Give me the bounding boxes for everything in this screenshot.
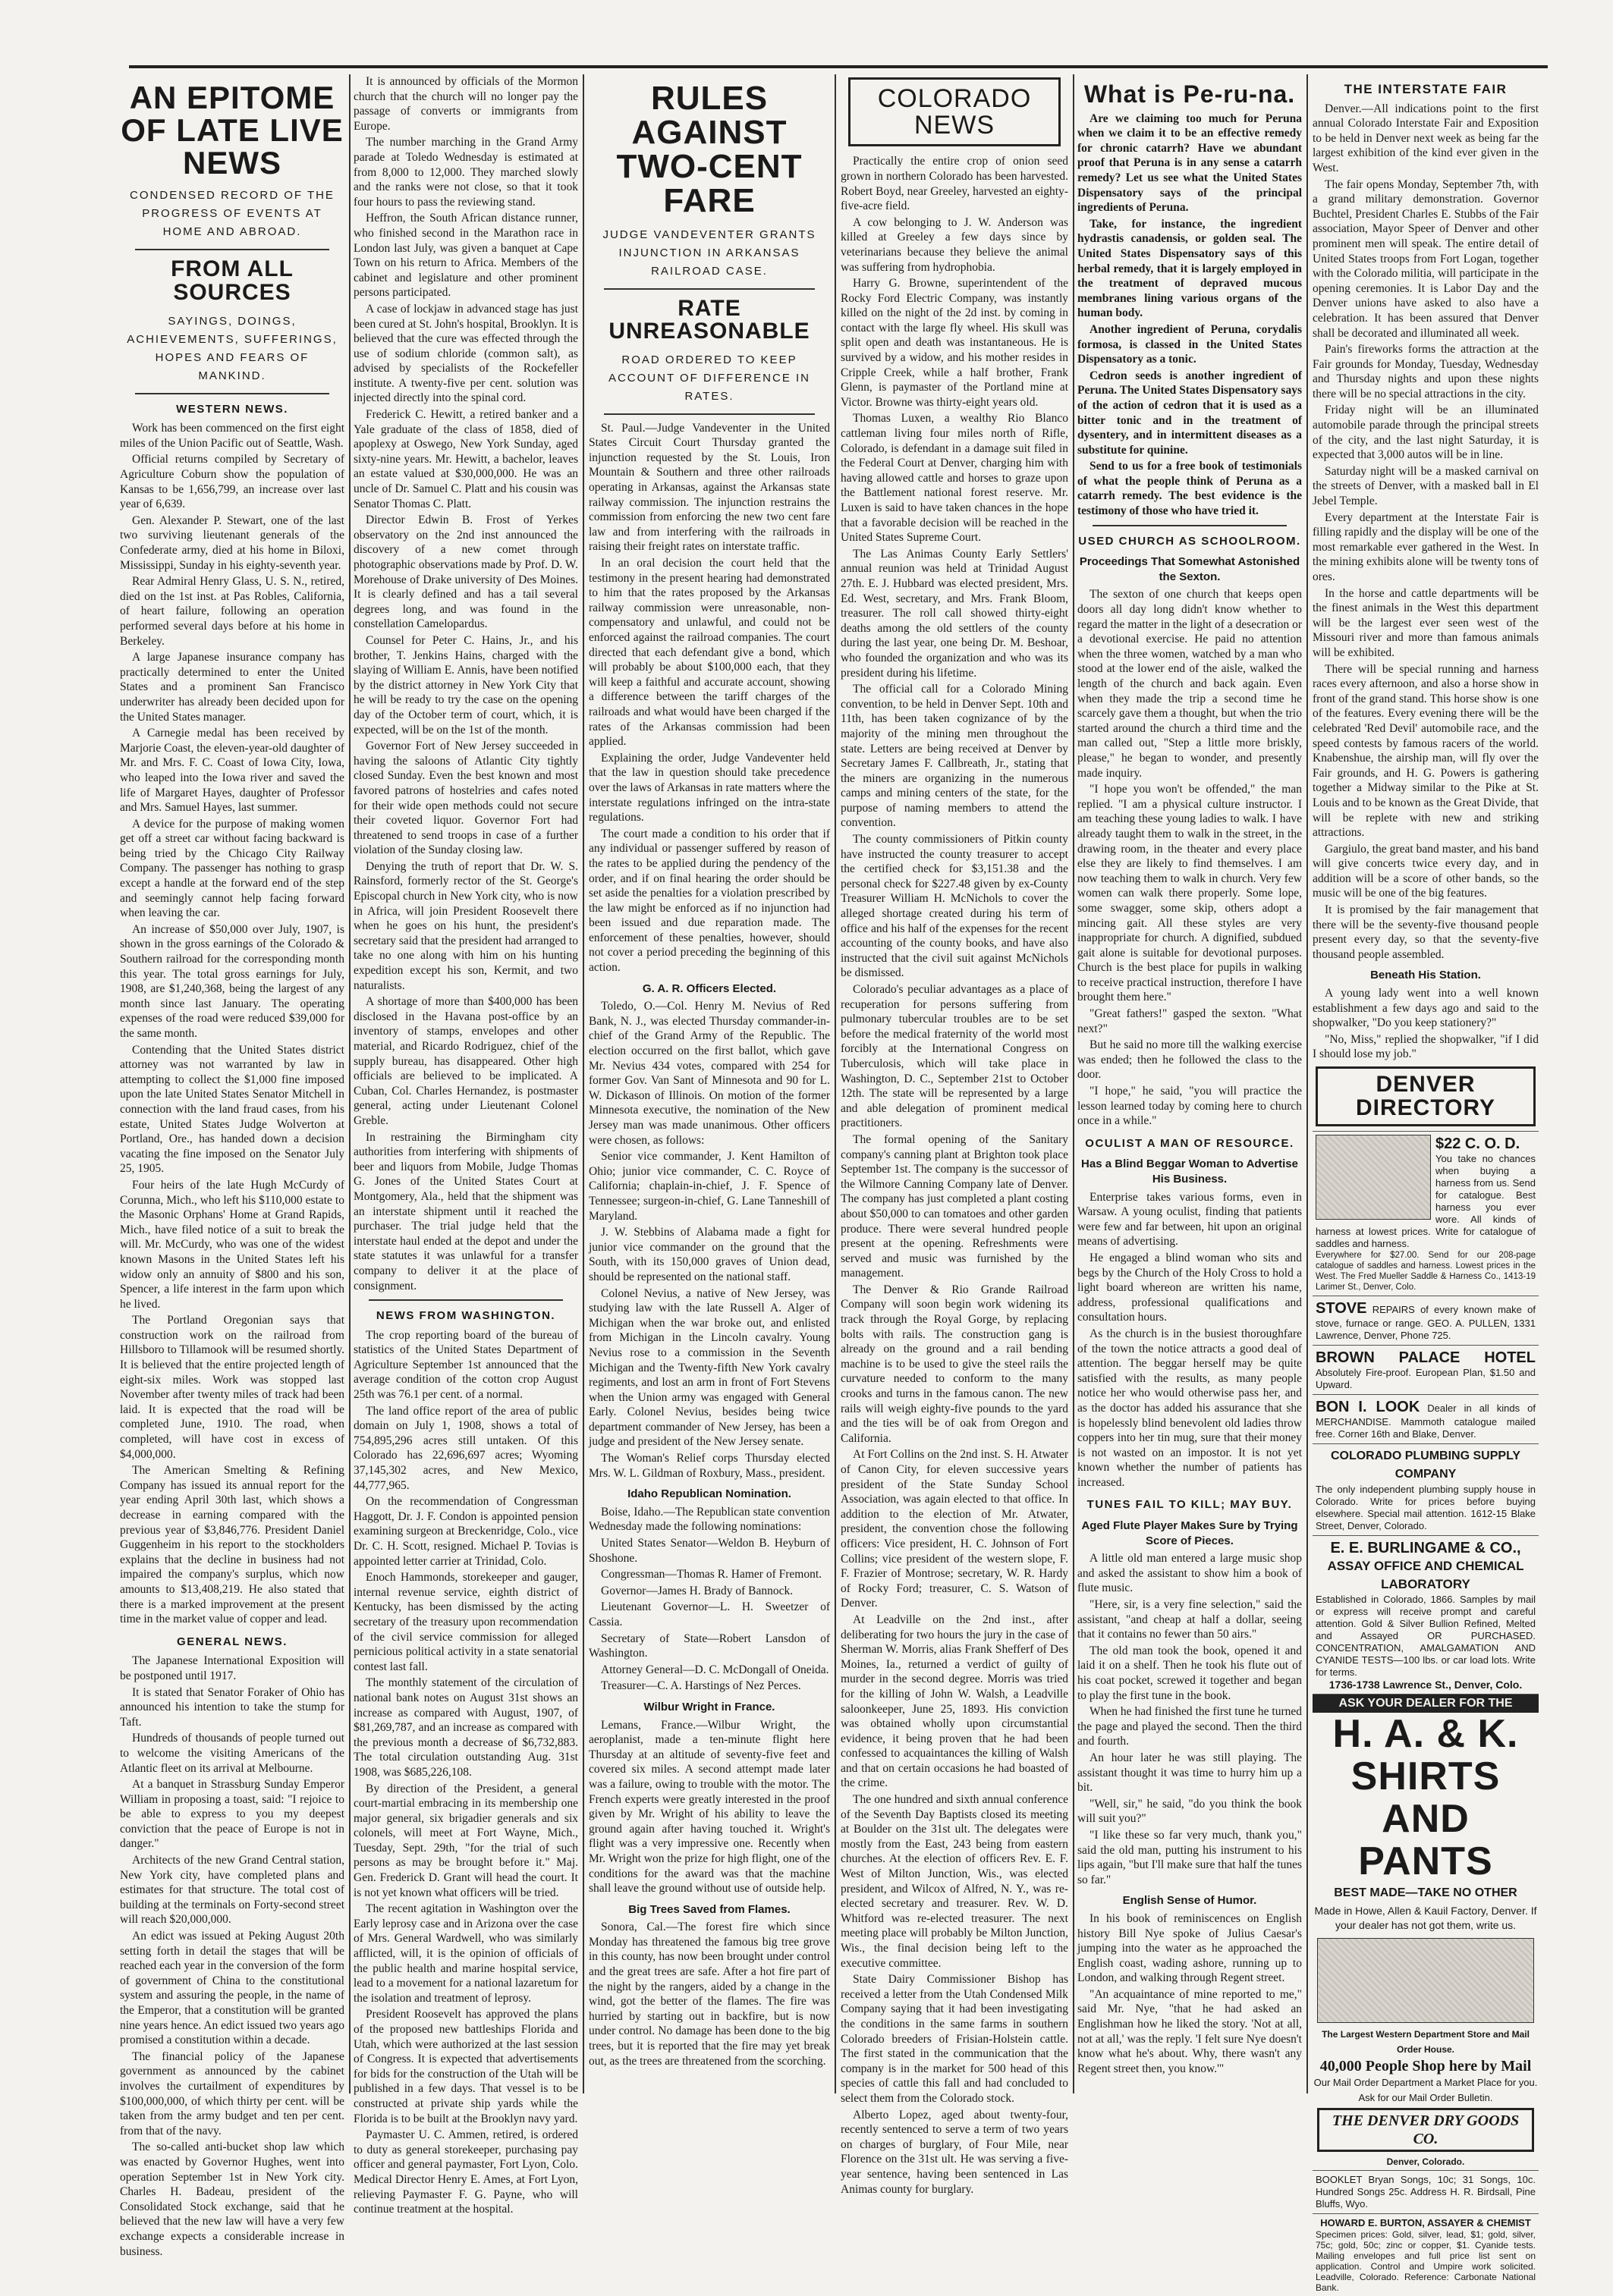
article-paragraph: Secretary of State—Robert Lansdon of Washington. <box>589 1632 830 1660</box>
article-paragraph: A device for the purpose of making women get off a street car without facing backward is being tried by the Chicago City Railway Company. The passenger has nothing to grasp except a handle at the forward end of the step and seemingly cannot help facing forward when leaving the car. <box>120 817 344 920</box>
booklet-ad: BOOKLET Bryan Songs, 10c; 31 Songs, 10c. Hundred Songs 25c. Address H. R. Birdsall, Pine Bluffs, Wyo. <box>1313 2170 1539 2213</box>
article-paragraph: Colonel Nevius, a native of New Jersey, was studying law with the late Russell A. Alger of Michigan when the war broke out, and enlisted from Michigan in the Lincoln cavalry. Young Nevius rose to a commission in the Seventh Michigan and the Twenty-fifth New York cavalry regiments, and lost an arm in front of Fort Stevens when the Union army was engaged with General Early. Colonel Nevius, besides being twice department commander of New Jersey, has been a judge and president of the New Jersey senate. <box>589 1286 830 1449</box>
assay-title: E. E. BURLINGAME & CO., <box>1330 1540 1521 1557</box>
article-paragraph: Sonora, Cal.—The forest fire which since Monday has threatened the famous big tree grove in this county, has now been brought under control and the great trees are safe. After a hot fire part of the night by the rangers, aided by a change in the wind, got the better of the flames. The fire was hurried by starting out in backfire, but is now under control. No damage has been done to the big trees, but it is reported that the fire may yet break out, as the trees are threatened from the scorching. <box>589 1921 830 2068</box>
peruna-body <box>1077 112 1302 519</box>
article-paragraph: Attorney General—D. C. McDongall of Oneida. <box>601 1663 829 1676</box>
article-paragraph: "I hope you won't be offended," the man replied. "I am a physical culture instructor. I am teaching these young ladies to walk. I have already taught them to walk in the street, in the drawing room, in the theater and every place else they are likely to find themselves. I am now teaching them to walk in church. Very few women can walk there properly. Some lope, some swagger, some skip, others adopt a mincing gait. All these styles are very inappropriate for church. A dignified, subdued gait alone is suitable for devotional purposes. Church is the best place for pupils in walking to receive practical instruction, therefore I have brought them here." <box>1077 783 1302 1004</box>
article-paragraph: Boise, Idaho.—The Republican state convention Wednesday made the following nominations: <box>589 1505 830 1534</box>
article-paragraph: Harry G. Browne, superintendent of the Rocky Ford Electric Company, was instantly killed on the night of the 2d inst. by coming in contact with the large fly wheel. His skull was split open and death was instantaneous. He is survived by a widow, and his mother resides in Cripple Creek, while a half brother, Frank Glenn, is paymaster of the Portland mine at Victor. Browne was thirty-eight years old. <box>841 277 1068 409</box>
divider <box>135 249 329 250</box>
article-paragraph: Heffron, the South African distance runner, who finished second in the Marathon race in London last July, was given a banquet at Cape Town on his return to Africa. Members of the cabinet and legislature and other prominent persons participated. <box>354 212 578 300</box>
article-paragraph: Cedron seeds is another ingredient of Peruna. The United States Dispensatory says of the action of cedron that it is used as a bitter tonic and in the treatment of dysentery, and in intermittent diseases as a substitute for quinine. <box>1077 369 1302 457</box>
article-paragraph: Send to us for a free book of testimonials of what the people think of Peruna as a catarrh remedy. The best evidence is the testimony of those who have tried it. <box>1077 460 1302 518</box>
article-paragraph: The Las Animas County Early Settlers' annual reunion was held at Trinidad August 27th. E. J. Hubbard was elected president, Mrs. Ed. West, secretary, and Mrs. Frank Bloom, treasurer. The roll call showed thirty-eight deaths among the old settlers of the county during the last year, one being Dr. M. Beshoar, who founded the organization and who was its president during his lifetime. <box>841 547 1068 680</box>
article-paragraph: Take, for instance, the ingredient hydrastis canadensis, or golden seal. The United States Dispensatory says of this herbal remedy, that it is largely employed in the treatment of depraved mucous membranes lining various organs of the human body. <box>1077 217 1302 320</box>
headline-peruna: What is Pe-ru-na. <box>1083 80 1296 108</box>
article-paragraph: Counsel for Peter C. Hains, Jr., and his brother, T. Jenkins Hains, charged with the slaying of William E. Annis, have been notified by the district attorney in New York City that he will be ready to try the case on the opening day of the October term of court, which, it is expected, will be on the 1st of the month. <box>354 633 578 737</box>
article-paragraph: Contending that the United States district attorney was not warranted by law in attempting to collect the $1,000 fine imposed upon the late United States Senator Mitchell in connection with the land fraud cases, from his estate, United States Judge Wolverton at Portland, Ore., has handed down a decision vacating the fine imposed on the Senator July 25, 1905. <box>120 1043 344 1176</box>
shirts-sub: BEST MADE—TAKE NO OTHER <box>1334 1886 1517 1900</box>
article-paragraph: "I like these so far very much, thank you," said the old man, putting his instrument to his lips again, "but I'll make sure that half the tunes so far." <box>1077 1828 1302 1886</box>
subhead-sexton: Proceedings That Somewhat Astonished the Sexton. <box>1079 555 1300 583</box>
article-paragraph: Gargiulo, the great band master, and his band will give concerts twice every day, and in addition will be a score of other bands, so the music will be one of the big features. <box>1313 842 1539 900</box>
article-paragraph: There will be special running and harness races every afternoon, and also a horse show in front of the grand stand. This horse show is one of the features. Every evening there will be the celebrated 'Red Devil' automobile race, and the speed contests by famous racers of the world. Knabenshue, the airship man, will fly over the Fair grounds, and H. G. Powers is gathering together a Midway similar to the Pike at St. Louis and to be known as the Great Divide, that will be replete with new and striking attractions. <box>1313 662 1539 840</box>
subhead-condensed: CONDENSED RECORD OF THE PROGRESS OF EVENTS AT HOME AND ABROAD. <box>130 189 335 239</box>
article-paragraph: At Leadville on the 2nd inst., after deliberating for two hours the jury in the case of Sherman W. Morris, alias Frank Shefferf of Des Moines, Ia., returned a verdict of guilty of murder in the second degree. Morris was tried for the killing of John W. Walsh, a Leadville saloonkeeper, June 25, 1893. His conviction was obtained wholly upon circumstantial evidence, it being proven that he had been confessed to acquaintances the killing of Walsh and that on certain occasions he had boasted of the crime. <box>841 1613 1068 1790</box>
article-paragraph: It is announced by officials of the Mormon church that the church will no longer pay the passage of converts or immigrants from Europe. <box>354 75 578 133</box>
fair-body <box>1313 102 1539 963</box>
article-paragraph: The county commissioners of Pitkin county have instructed the county treasurer to accept the certified check for $3,151.38 and the personal check for $227.48 given by ex-County Treasurer William H. McNichols to cover the alleged shortage created during his term of office and his half of the expenses for the recent accounting of the county books, and have also instructed that the civil suit against McNichols be dismissed. <box>841 833 1068 980</box>
column-divider <box>835 74 836 2093</box>
dry-goods-banner <box>1317 2108 1534 2152</box>
article-paragraph: The monthly statement of the circulation of national bank notes on August 31st shows an increase as compared with August, 1907, of $81,269,787, and an increase as compared with the previous month a decrease of $6,732,883. The total circulation outstanding Aug. 31st 1908, was $685,226,108. <box>354 1676 578 1779</box>
bon-look-title: BON I. LOOK <box>1316 1399 1420 1416</box>
article-paragraph: A Carnegie medal has been received by Marjorie Coast, the eleven-year-old daughter of Mr. and Mrs. F. C. Coast of Iowa City, Iowa, who leaped into the Iowa river and saved the life of Margaret Hayes, daughter of Professor and Mrs. Samuel Hayes, last summer. <box>120 727 344 815</box>
article-paragraph: The Japanese International Exposition will be postponed until 1917. <box>120 1654 344 1682</box>
column-3 <box>589 74 830 2093</box>
article-paragraph: The Portland Oregonian says that construction work on the railroad from Hillsboro to Tillamook will be resumed shortly. It is believed that the entire projected length of eight-six miles. Work was stopped last November after twenty miles of track had been laid. It is expected that the road will be completed June, 1910. The road, when completed, will have cost in excess of $4,000,000. <box>120 1314 344 1461</box>
headline-rate-unreasonable: RATE UNREASONABLE <box>608 295 810 344</box>
article-paragraph: Congressman—Thomas R. Hamer of Fremont. <box>601 1568 822 1581</box>
article-paragraph: The official call for a Colorado Mining convention, to be held in Denver Sept. 10th and 11th, has been taken cognizance of by the majority of the mining men throughout the state. Letters are being received at Denver by Secretary James F. Callbreath, Jr., stating that the miners are organizing in the numerous camps and mining centers of the state, for the purpose of naming members to attend the convention. <box>841 683 1068 830</box>
section-general-news: GENERAL NEWS. <box>177 1635 288 1648</box>
article-paragraph: Alberto Lopez, aged about twenty-four, recently sentenced to serve a term of two years on charges of burglary, of Four Mile, near Florence on the 31st ult. He was serving a five-year sentence, having been sentenced in Las Animas county for burglary. <box>841 2108 1068 2196</box>
article-paragraph: Practically the entire crop of onion seed grown in northern Colorado has been harvested. Robert Boyd, near Greeley, harvested an eighty-five-acre field. <box>841 155 1068 213</box>
head-english-humor: English Sense of Humor. <box>1122 1894 1257 1908</box>
column-divider <box>583 74 584 2093</box>
fare-article-body <box>589 421 830 975</box>
shirts-title: H. A. & K. SHIRTS AND PANTS <box>1332 1712 1519 1884</box>
article-paragraph: Work has been commenced on the first eight miles of the Union Pacific out of Seattle, Wash. <box>120 422 344 450</box>
article-paragraph: The court made a condition to his order that if any individual or passenger suffered by reason of the rates to be applied during the pendency of the order, and if on final hearing the order should be set aside the penalties for a violation prescribed by the law might be enforced as if no injunction had been issued and due reparation made. The enforcement of these penalties, however, should not cover a period preceding the beginning of this action. <box>589 827 830 975</box>
subhead-flute: Aged Flute Player Makes Sure by Trying Score of Pieces. <box>1081 1519 1298 1547</box>
headline-colorado-news: COLORADO NEWS <box>877 84 1032 140</box>
article-paragraph: Friday night will be an illuminated automobile parade through the principal streets of the city, and the last night Saturday, it is expected that 3,000 autos will be in line. <box>1313 404 1539 462</box>
brown-palace-title: BROWN PALACE HOTEL <box>1316 1349 1536 1367</box>
article-paragraph: Governor Fort of New Jersey succeeded in having the saloons of Atlantic City tightly closed Sunday. Even the best known and most favored patrons of hostelries and cafes noted for their wide open methods could not secure their coveted liquor. Governor Fort had threatened to send troops in case of a further violation of the Sunday closing law. <box>354 740 578 857</box>
harness-text: You take no chances when buying a harness from us. Send for catalogue. Best harness you ever wore. All kinds of harness at lowest prices. Write for catalogue of saddles and harness. <box>1316 1153 1536 1250</box>
divider <box>369 1299 563 1301</box>
article-paragraph: Architects of the new Grand Central station, New York city, have completed plans and estimates for that structure. The total cost of building at the terminals on Forty-second street will reach $20,000,000. <box>120 1854 344 1927</box>
article-paragraph: Pain's fireworks forms the attraction at the Fair grounds for Monday, Tuesday, Wednesday and Thursday nights and upon these nights there will be no special attractions in the city. <box>1313 343 1539 400</box>
column-2 <box>354 74 578 2216</box>
column-4 <box>841 74 1068 2196</box>
article-paragraph: Official returns compiled by Secretary of Agriculture Coburn show the population of Kansas to be 1,656,799, an increase over last year of 6,639. <box>120 453 344 511</box>
article-paragraph: At a banquet in Strassburg Sunday Emperor William in proposing a toast, said: "I rejoice to be able to express to you my deepest conviction that the peace of Europe is not in danger." <box>120 1778 344 1851</box>
article-paragraph: J. W. Stebbins of Alabama made a fight for junior vice commander on the ground that the South, with its 150,000 graves of Union dead, should be represented on the national staff. <box>589 1226 830 1283</box>
department-store-image <box>1317 1938 1534 2023</box>
article-paragraph: The recent agitation in Washington over the Early leprosy case and in Arizona over the case of Mrs. General Wardwell, who was similarly afflicted, will, it is the opinion of officials of the public health and marine hospital service, lead to a movement for a national lazaretum for the isolation and treatment of leprosy. <box>354 1902 578 2005</box>
wilbur-article-body <box>589 1718 830 1896</box>
colorado-news-banner <box>848 77 1061 146</box>
dry-goods-title: THE DENVER DRY GOODS CO. <box>1332 2112 1520 2148</box>
article-paragraph: Director Edwin B. Frost of Yerkes observatory on the 2nd inst announced the discovery of a new comet through photographic observations made by Prof. D. W. Morehouse of Drake university of Des Moines. It is clearly defined and has a tail several degrees long, and was found in the constellation Camelopardus. <box>354 514 578 631</box>
idaho-article-body <box>589 1505 830 1694</box>
assay-address: 1736-1738 Lawrence St., Denver, Colo. <box>1328 1679 1523 1691</box>
head-big-trees: Big Trees Saved from Flames. <box>628 1902 791 1916</box>
general-news-body <box>120 1654 344 2259</box>
horse-harness-image <box>1316 1135 1431 1220</box>
head-used-church: USED CHURCH AS SCHOOLROOM. <box>1078 534 1301 548</box>
article-paragraph: The formal opening of the Sanitary company's canning plant at Brighton took place September 1st. The company is the successor of the Wilmore Canning Company late of Denver. The company has just completed a plant costing about $50,000 to can tomatoes and other garden produce. There were several hundred people present at the opening. Refreshments were served and music was furnished by the management. <box>841 1132 1068 1280</box>
shirts-text: Made in Howe, Allen & Kauil Factory, Denver. If your dealer has not got them, write us. <box>1314 1904 1537 1932</box>
church-body <box>1077 587 1302 1128</box>
article-paragraph: An hour later he was still playing. The assistant thought it was time to hurry him up a bit. <box>1077 1751 1302 1795</box>
article-paragraph: But he said no more till the walking exercise was ended; then he followed the class to the door. <box>1077 1038 1302 1082</box>
article-paragraph: Enoch Hammonds, storekeeper and gauger, internal revenue service, eighth district of Kentucky, has been dismissed by the acting secretary of the treasury upon recommendation of the civil service commission for alleged pernicious political activity in a state senatorial contest last fall. <box>354 1571 578 1673</box>
article-paragraph: A little old man entered a large music shop and asked the assistant to show him a book of flute music. <box>1077 1552 1302 1595</box>
article-paragraph: Saturday night will be a masked carnival on the streets of Denver, with a masked ball in El Jebel Temple. <box>1313 464 1539 508</box>
article-paragraph: State Dairy Commissioner Bishop has received a letter from the Utah Condensed Milk Company saying that it had been investigating the conditions in the same farms in southern Colorado breeders of Frisian-Holstein cattle. The first stated in the communication that the company is in the market for 500 head of this species of cattle this fall and had concluded to select them from the Colorado stock. <box>841 1973 1068 2105</box>
subhead-beggar: Has a Blind Beggar Woman to Advertise His Business. <box>1081 1157 1298 1186</box>
divider <box>604 288 815 290</box>
article-paragraph: Governor—James H. Brady of Bannock. <box>601 1584 794 1597</box>
burton-title: HOWARD E. BURTON, ASSAYER & CHEMIST <box>1320 2216 1531 2228</box>
head-wilbur-wright: Wilbur Wright in France. <box>643 1700 775 1713</box>
headline-two-cent-fare: RULES AGAINST TWO-CENT FARE <box>616 80 803 219</box>
article-paragraph: In restraining the Birmingham city authorities from interfering with shipments of beer and liquors from Mobile, Judge Thomas G. Jones of the United States Court at Montgomery, Ala., held that the shipment was an interstate shipment until it reached the purchaser. The trial judge held that the interstate haul ended at the depot and under the state statutes it was unlawful for a transfer company to deliver it at the place of consignment. <box>354 1130 578 1292</box>
column-divider <box>1306 74 1308 2093</box>
article-paragraph: Frederick C. Hewitt, a retired banker and a Yale graduate of the class of 1858, died of apoplexy at Oswego, New York Sunday, aged sixty-nine years. Mr. Hewitt, a bachelor, leaves an estate valued at $30,000,000. He was an uncle of Dr. Samuel C. Platt and his cousin was Senator Thomas C. Platt. <box>354 408 578 510</box>
burton-ad <box>1313 2213 1539 2296</box>
article-paragraph: A large Japanese insurance company has practically determined to enter the United States and a prominent San Francisco underwriter has already been decided upon for the United States manager. <box>120 651 344 724</box>
article-paragraph: "I hope," he said, "you will practice the lesson learned today by coming here to church once in a while." <box>1077 1085 1302 1128</box>
headline-from-all-sources: FROM ALL SOURCES <box>171 256 294 306</box>
column-1 <box>120 74 344 2258</box>
section-western-news: WESTERN NEWS. <box>176 402 288 416</box>
assay-text: Established in Colorado, 1866. Samples by mail or express will receive prompt and careful attention. Gold & Silver Bullion Refined, Melted and Assayed OR PURCHASED. CONCENTRATION, AMALGAMATION AND CYANIDE TESTS—100 lbs. or car load lots. Write for terms. <box>1316 1594 1536 1679</box>
head-tunes: TUNES FAIL TO KILL; MAY BUY. <box>1086 1498 1293 1512</box>
article-paragraph: Lemans, France.—Wilbur Wright, the aeroplanist, made a ten-minute flight here Thursday at an altitude of seventy-five feet and covered six miles. A second attempt made later was a failure, owing to trouble with the motor. The French experts were greatly interested in the proof given by Mr. Wright of his ability to leave the ground again after having touched it. Wright's flight was a very impressive one. Recently when Mr. Wright won the prize for high flight, one of the conditions for the award was that the machine shall leave the ground without use of outside help. <box>589 1718 830 1896</box>
article-paragraph: Toledo, O.—Col. Henry M. Nevius of Red Bank, N. J., was elected Thursday commander-in-chief of the Grand Army of the Republic. The election occurred on the first ballot, which gave Mr. Nevius 434 votes, compared with 254 for former Gov. Van Sant of Minnesota and 90 for L. W. Dickason of Illinois. On motion of the former Minnesota executive, the nomination of the New Jersey man was made unanimous. Other officers were chosen, as follows: <box>589 1000 830 1147</box>
oculist-body <box>1077 1190 1302 1490</box>
denver-directory-banner <box>1316 1066 1536 1126</box>
article-paragraph: Hundreds of thousands of people turned out to welcome the visiting Americans of the Atlantic fleet on its arrival at Melbourne. <box>120 1732 344 1775</box>
divider <box>1093 525 1287 526</box>
column-divider <box>1073 74 1074 2093</box>
section-news-from-washington: NEWS FROM WASHINGTON. <box>376 1309 556 1323</box>
washington-news-body <box>354 1328 578 2217</box>
article-paragraph: Every department at the Interstate Fair is filling rapidly and the display will be one of the most remarkable ever gathered in the West. In the mining exhibits alone will be twenty tons of ores. <box>1313 510 1539 583</box>
plumbing-title: COLORADO PLUMBING SUPPLY COMPANY <box>1330 1450 1521 1481</box>
article-paragraph: Denying the truth of report that Dr. W. S. Rainsford, formerly rector of the St. George's Episcopal church in New York city, who is now in Africa, will join President Roosevelt there when he goes on his hunt, the president's secretary said that the president had arranged to take no one along with him on his hunting expedition except his son, Kermit, and two naturalists. <box>354 859 578 992</box>
article-paragraph: By direction of the President, a general court-martial embracing in its membership one major general, six brigadier generals and six colonels, will meet at Fort Wayne, Mich., Tuesday, Sept. 29th, "for the trial of such persons as may be brought before it." Maj. Gen. Frederick D. Grant will head the court. It is not yet known what officers will be tried. <box>354 1782 578 1899</box>
article-paragraph: A cow belonging to J. W. Anderson was killed at Greeley a few days since by veterinarians because they believe the animal was suffering from hydrophobia. <box>841 215 1068 274</box>
article-paragraph: A case of lockjaw in advanced stage has just been cured at St. John's hospital, Brooklyn. It is believed that the cure was effected through the use of sodium chloride (common salt), as advised by specialists of the Rockefeller institute. A twenty-five per cent. solution was injected directly into the spinal cord. <box>354 302 578 405</box>
trees-article-body <box>589 1920 830 2068</box>
subhead-injunction: JUDGE VANDEVENTER GRANTS INJUNCTION IN ARKANSAS RAILROAD CASE. <box>602 228 816 278</box>
article-paragraph: Enterprise takes various forms, even in Warsaw. A young oculist, finding that patients were few and far between, hit upon an original means of advertising. <box>1077 1190 1302 1249</box>
article-paragraph: As the church is in the busiest thoroughfare of the town the notice attracts a good deal of attention. The beggar herself may be quite satisfied with the results, as many people notice her who would otherwise pass her, and as the doctor has added his assurance that she is hopelessly blind benevolent old ladies throw coppers into her tin mug, sure that their money is not wasted on an impostor. It is not yet known whether the number of patients has increased. <box>1077 1327 1302 1489</box>
bon-look-ad <box>1313 1394 1539 1443</box>
subhead-sayings: SAYINGS, DOINGS, ACHIEVEMENTS, SUFFERINGS, HOPES AND FEARS OF MANKIND. <box>127 314 338 382</box>
article-paragraph: The number marching in the Grand Army parade at Toledo Wednesday is estimated at from 8,000 to 12,000. They marched slowly and the ranks were not close, so that it took four hours to pass the reviewing stand. <box>354 136 578 209</box>
article-paragraph: Paymaster U. C. Ammen, retired, is ordered to duty as general storekeeper, purchasing pay officer and general paymaster, Fort Lyon, Colo. Medical Director Henry E. Ames, at Fort Lyon, relieving Paymaster F. G. Payne, who will continue treatment at the hospital. <box>354 2128 578 2216</box>
article-paragraph: Colorado's peculiar advantages as a place of recuperation for persons suffering from pulmonary tubercular troubles are to be set before the medical fraternity of the world most forcibly at the International Congress on Tuberculosis, which will take place in Washington, D. C., September 21st to October 12th. The state will be represented by a large and able delegation of prominent medical practitioners. <box>841 983 1068 1130</box>
dry-goods-sub: Denver, Colorado. <box>1386 2156 1465 2168</box>
article-paragraph: It is promised by the fair management that there will be the seventy-five thousand people present every day, so that the seventy-five thousand people assembled. <box>1313 903 1539 961</box>
divider <box>604 413 815 415</box>
article-paragraph: "Great fathers!" gasped the sexton. "What next?" <box>1077 1007 1302 1035</box>
article-paragraph: "An acquaintance of mine reported to me," said Mr. Nye, "that he had asked an Englishman how he liked the story. 'Not at all, not at all,' was the reply. 'I felt sure Nye doesn't know what he's about. Why, there wasn't any Regent street then, you know.'" <box>1077 1987 1302 2075</box>
ask-dealer-title: ASK YOUR DEALER FOR THE <box>1338 1697 1513 1710</box>
brown-palace-text: Absolutely Fire-proof. European Plan, $1.50 and Upward. <box>1316 1367 1536 1391</box>
article-paragraph: On the recommendation of Congressman Haggott, Dr. J. F. Condon is appointed pension examining surgeon at Breckenridge, Colo., vice Dr. C. H. Scott, resigned. Michael P. Tovias is appointed letter carrier at Trinidad, Colo. <box>354 1495 578 1568</box>
assay-title-2: ASSAY OFFICE AND CHEMICAL LABORATORY <box>1327 1559 1524 1592</box>
article-paragraph: In the horse and cattle departments will be the finest animals in the West this department will be the largest ever seen west of the Missouri river and more than famous animals will be exhibited. <box>1313 586 1539 659</box>
article-paragraph: He engaged a blind woman who sits and begs by the Church of the Holy Cross to hold a light board whereon are written his name, address, professional qualifications and consultation hours. <box>1077 1251 1302 1324</box>
headline-epitome: AN EPITOME OF LATE LIVE NEWS <box>121 80 344 181</box>
plumbing-text: The only independent plumbing supply house in Colorado. Write for prices before buying elsewhere. Special mail attention. 1612-15 Blake Street, Denver, Colorado. <box>1316 1484 1536 1532</box>
misc-news-body <box>354 74 578 1293</box>
article-paragraph: A shortage of more than $400,000 has been disclosed in the Havana post-office by an inventory of stamps, envelopes and other material, and Ricardo Rodriguez, chief of the supply bureau, has disappeared. Other high officials are believed to be implicated. A Cuban, Col. Charles Hernandez, is postmaster general, acting under Lieutenant Colonel Greble. <box>354 995 578 1127</box>
brown-palace-ad <box>1313 1345 1539 1394</box>
article-paragraph: "Here, sir, is a very fine selection," said the assistant, "and cheap at half a dollar, seeing that it contains no fewer than 50 airs." <box>1077 1598 1302 1641</box>
subhead-account: ROAD ORDERED TO KEEP ACCOUNT OF DIFFERENCE IN RATES. <box>608 353 811 403</box>
stove-title: STOVE <box>1316 1300 1367 1318</box>
article-paragraph: Denver.—All indications point to the first annual Colorado Interstate Fair and Exposition to be held in Denver next week as being far the largest exhibition of the kind ever given in the West. <box>1313 102 1539 174</box>
head-interstate-fair: THE INTERSTATE FAIR <box>1344 82 1508 96</box>
article-paragraph: The crop reporting board of the bureau of statistics of the United States Department of Agriculture September 1st announced that the average condition of the cotton crop August 25th was 76.1 per cent. of a normal. <box>354 1328 578 1402</box>
article-paragraph: It is stated that Senator Foraker of Ohio has announced his intention to take the stump for Taft. <box>120 1685 344 1729</box>
article-paragraph: The so-called anti-bucket shop law which was enacted by Governor Hughes, went into operation September 1st in New York city. Charles H. Badeau, president of the Consolidated Stock exchange, said that he believed that the new law will have a very few exchange expects a considerable increase in business. <box>120 2141 344 2258</box>
article-paragraph: St. Paul.—Judge Vandeventer in the United States Circuit Court Thursday granted the injunction requested by the St. Louis, Iron Mountain & Southern and three other railroads operating in Arkansas, against the Arkansas state railway commission. The injunction restrains the commission from enforcing the new two cent fare law and from interfering with the railroads in raising their freight rates on interstate traffic. <box>589 421 830 554</box>
article-paragraph: "No, Miss," replied the shopwalker, "if I did I should lose my job." <box>1313 1032 1539 1061</box>
directory-title: DENVER DIRECTORY <box>1355 1072 1496 1120</box>
assay-ad <box>1313 1535 1539 1694</box>
article-paragraph: In his book of reminiscences on English history Bill Nye spoke of Julius Caesar's jumping into the water as he approached the English coast, wading ashore, running up to London, and walking through Regent street. <box>1077 1911 1302 1985</box>
burton-text: Specimen prices: Gold, silver, lead, $1; gold, silver, 75c; gold, 50c; zinc or copper, $1. Cyanide tests. Mailing envelopes and full price list sent on application. Control and Umpire work solicited. Leadville, Colorado. Reference: Carbonate National Bank. <box>1316 2228 1536 2293</box>
mail-text: Our Mail Order Department a Market Place for you. Ask for our Mail Order Bulletin. <box>1313 2077 1538 2103</box>
article-paragraph: A young lady went into a well known establishment a few days ago and said to the shopwalker, "Do you keep stationery?" <box>1313 987 1539 1030</box>
article-paragraph: Another ingredient of Peruna, corydalis formosa, is classed in the United States Dispensatory as a tonic. <box>1077 322 1302 366</box>
western-news-body <box>120 421 344 1627</box>
article-paragraph: United States Senator—Weldon B. Heyburn of Shoshone. <box>589 1537 830 1565</box>
article-paragraph: Gen. Alexander P. Stewart, one of the last two surviving lieutenant generals of the Confederate army, died at his home in Biloxi, Mississippi, Sunday in his eighty-seventh year. <box>120 514 344 572</box>
article-paragraph: The American Smelting & Refining Company has issued its annual report for the year ending April 30th last, which shows a decrease in earning compared with the previous year of $3,846,776. President Daniel Guggenheim in his report to the stockholders explains that the decline in business had not impaired the company's surplus, which now amounts to $13,408,219. He also stated that there is a marked improvement at the present time in the market value of copper and lead. <box>120 1464 344 1626</box>
stove-text: REPAIRS of every known make of stove, furnace or range. GEO. A. PULLEN, 1331 Lawrence, Denver, Phone 725. <box>1316 1304 1536 1342</box>
head-idaho: Idaho Republican Nomination. <box>627 1487 791 1501</box>
harness-price: $22 C. O. D. <box>1435 1135 1520 1153</box>
article-paragraph: "Well, sir," he said, "do you think the book will suit you?" <box>1077 1797 1302 1826</box>
article-paragraph: An edict was issued at Peking August 20th setting forth in detail the stages that will be reached each year in the conversion of the form of government of China to the constitutional system and assuring the people, in the name of the Emperor, that a constitution will be granted nine years hence. An edict issued two years ago promised a constitution within a decade. <box>120 1930 344 2047</box>
article-paragraph: Senior vice commander, J. Kent Hamilton of Ohio; junior vice commander, C. C. Royce of California; chaplain-in-chief, J. F. Spence of Tennessee; surgeon-in-chief, G. Lane Tanneshill of Maryland. <box>589 1150 830 1223</box>
mail-title: 40,000 People Shop here by Mail <box>1319 2058 1532 2075</box>
ask-dealer-banner <box>1313 1694 1539 1713</box>
article-paragraph: The land office report of the area of public domain on July 1, 1908, shows a total of 754,895,296 acres still untaken. Of this Colorado has 22,696,697 acres; Wyoming 37,145,302 acres, and New Mexico, 44,777,965. <box>354 1404 578 1492</box>
harness-footer: Everywhere for $27.00. Send for our 208-page catalogue of saddles and harness. Lowest prices in the West. The Fred Mueller Saddle & Harness Co., 1413-19 Larimer St., Denver, Colo. <box>1316 1251 1536 1292</box>
article-paragraph: Explaining the order, Judge Vandeventer held that the law in question should take precedence over the laws of Arkansas in rate matters where the interstate regulations infringed on the intra-state regulations. <box>589 751 830 824</box>
article-paragraph: At Fort Collins on the 2nd inst. S. H. Atwater of Canon City, for eleven successive years president of the State Sunday School Association, was again elected to that office. In addition to the election of Mr. Atwater, president, the convention chose the following officers: Vice president, H. C. Johnson of Fort Collins; vice president of the western slope, F. F. Frazier of Montrose; secretary, W. R. Hardy of Rocky Ford; treasurer, C. S. Watson of Denver. <box>841 1448 1068 1610</box>
head-oculist: OCULIST A MAN OF RESOURCE. <box>1085 1136 1294 1150</box>
station-body <box>1313 986 1539 1062</box>
article-paragraph: The Denver & Rio Grande Railroad Company will soon begin work widening its track through the Royal Gorge, by replacing bolts with rails. The construction gang is already on the ground and a rail bending machine is to be used to give the steel rails the curvature needed to conform to the many crooks and turns in the famous canon. The new rails will weigh eighty-five pounds to the yard and the ties will be of oak from Oregon and California. <box>841 1283 1068 1445</box>
article-paragraph: In an oral decision the court held that the testimony in the present hearing had demonstrated to him that the rates proposed by the Arkansas railway commission were unreasonable, non-compensatory and unlawful, and could not be enforced against the railroad companies. The court directed that each defendant give a bond, which will probably be about $100,000 each, that they will keep a faithful and accurate account, showing a difference between the tariff charges of the railroads and what would have been charged if the rates of the Arkansas commission had been applied. <box>589 557 830 749</box>
humor-body <box>1077 1911 1302 2077</box>
article-paragraph: Treasurer—C. A. Harstings of Nez Perces. <box>601 1679 801 1693</box>
article-paragraph: When he had finished the first tune he turned the page and played the second. Then the third and fourth. <box>1077 1705 1302 1748</box>
tunes-body <box>1077 1551 1302 1887</box>
stove-ad <box>1313 1296 1539 1345</box>
article-paragraph: An increase of $50,000 over July, 1907, is shown in the gross earnings of the Colorado & Southern railroad for the corresponding month this year. The total gross earnings for July, 1908, are $1,240,368, being the largest of any month since last January. The operating expenses of the road were reduced $39,000 for the same month. <box>120 922 344 1041</box>
masthead-rule <box>129 65 1548 68</box>
divider <box>135 393 329 394</box>
article-paragraph: The sexton of one church that keeps open doors all day long didn't know whether to regard the matter in the light of a desecration or a devotional exercise. He paid no attention when the three women, watched by a man who stood at the lower end of the aisle, walked the length of the church and back again. Even when they made the trip a second time he scarcely gave them a thought, but when the trio started around the church a third time and the man called out, "Step a little more briskly, please," he began to wonder, and presently made inquiry. <box>1077 588 1302 780</box>
article-paragraph: Are we claiming too much for Peruna when we claim it to be an effective remedy for chronic catarrh? Have we abundant proof that Peruna is in any sense a catarrh remedy? Let us see what the United States Dispensatory says of the principal ingredients of Peruna. <box>1077 112 1302 215</box>
column-6 <box>1313 74 1539 2293</box>
colorado-news-body <box>841 154 1068 2197</box>
article-paragraph: The Woman's Relief corps Thursday elected Mrs. W. L. Gildman of Roxbury, Mass., president. <box>589 1452 830 1480</box>
bon-look-text: Dealer in all kinds of MERCHANDISE. Mammoth catalogue mailed free. Corner 16th and Blake, Denver. <box>1316 1402 1536 1440</box>
article-paragraph: Four heirs of the late Hugh McCurdy of Corunna, Mich., who left his $110,000 estate to the Masonic Orphans' Home at Grand Rapids, Mich., have filed notice of a suit to break the will. Mr. McCurdy, who was one of the widest known Masons in the United States left his widow only an annuity of $800 and his son, Spencer, a life interest in the farm upon which he lived. <box>120 1178 344 1311</box>
article-paragraph: The one hundred and sixth annual conference of the Seventh Day Baptists closed its meeting at Boulder on the 31st ult. The delegates were mostly from the East, 243 being from eastern churches. At the election of officers Rev. E. F. West of Milton Junction, Wis., was elected president, and Wilcox of Alfred, N. Y., was re-elected secretary and treasurer. Rev. W. D. Whitford was re-elected treasurer. The next meeting place will probably be Milton Junction, Wis., the final decision being left to the executive committee. <box>841 1793 1068 1970</box>
article-paragraph: The old man took the book, opened it and laid it on a shelf. Then he took his flute out of his coat pocket, screwed it together and began to play the first tune in the book. <box>1077 1644 1302 1702</box>
column-5 <box>1077 74 1302 2093</box>
article-paragraph: President Roosevelt has approved the plans of the proposed new battleships Florida and Utah, which were authorized at the last session of Congress. It is expected that advertisements for bids for the construction of the Utah will be published in a few days. That vessel is to be constructed at private ship yards while the Florida is to be built at the Brooklyn navy yard. <box>354 2008 578 2125</box>
article-paragraph: The fair opens Monday, September 7th, with a grand military demonstration. Governor Buchtel, President Charles E. Stubbs of the Fair association, Mayor Speer of Denver and other prominent men will speak. The entire detail of United States troops from Fort Logan, together with the Colorado militia, will participate in the opening ceremonies. It is Labor Day and the Denver unions have asked to also have a celebration. It has been assured that Denver shall be decorated and illuminated all week. <box>1313 177 1539 340</box>
article-paragraph: Thomas Luxen, a wealthy Rio Blanco cattleman living four miles north of Rifle, Colorado, is defendant in a damage suit filed in the Federal Court at Denver, charging him with having allowed cattle and horses to graze upon the Battlement national forest reserve. Mr. Luxen is said to have taken chances in the hope that a favorable decision will be reached in the United States Supreme Court. <box>841 412 1068 545</box>
article-paragraph: The financial policy of the Japanese government as announced by the cabinet involves the curtailment of expenditures by $100,000,000, of which thirty per cent. will be taken from the army budget and ten per cent. from that of the navy. <box>120 2049 344 2137</box>
article-paragraph: Rear Admiral Henry Glass, U. S. N., retired, died on the 1st inst. at Pas Robles, California, of heart failure, following an operation performed several days before at his home in Berkeley. <box>120 575 344 648</box>
column-divider <box>349 74 351 2093</box>
head-gar-officers: G. A. R. Officers Elected. <box>642 982 777 995</box>
head-beneath-station: Beneath His Station. <box>1370 969 1481 982</box>
gar-article-body <box>589 999 830 1481</box>
harness-ad <box>1313 1131 1539 1296</box>
article-paragraph: Lieutenant Governor—L. H. Sweetzer of Cassia. <box>589 1600 830 1629</box>
store-caption: The Largest Western Department Store and Mail Order House. <box>1322 2028 1530 2055</box>
plumbing-ad <box>1313 1443 1539 1535</box>
